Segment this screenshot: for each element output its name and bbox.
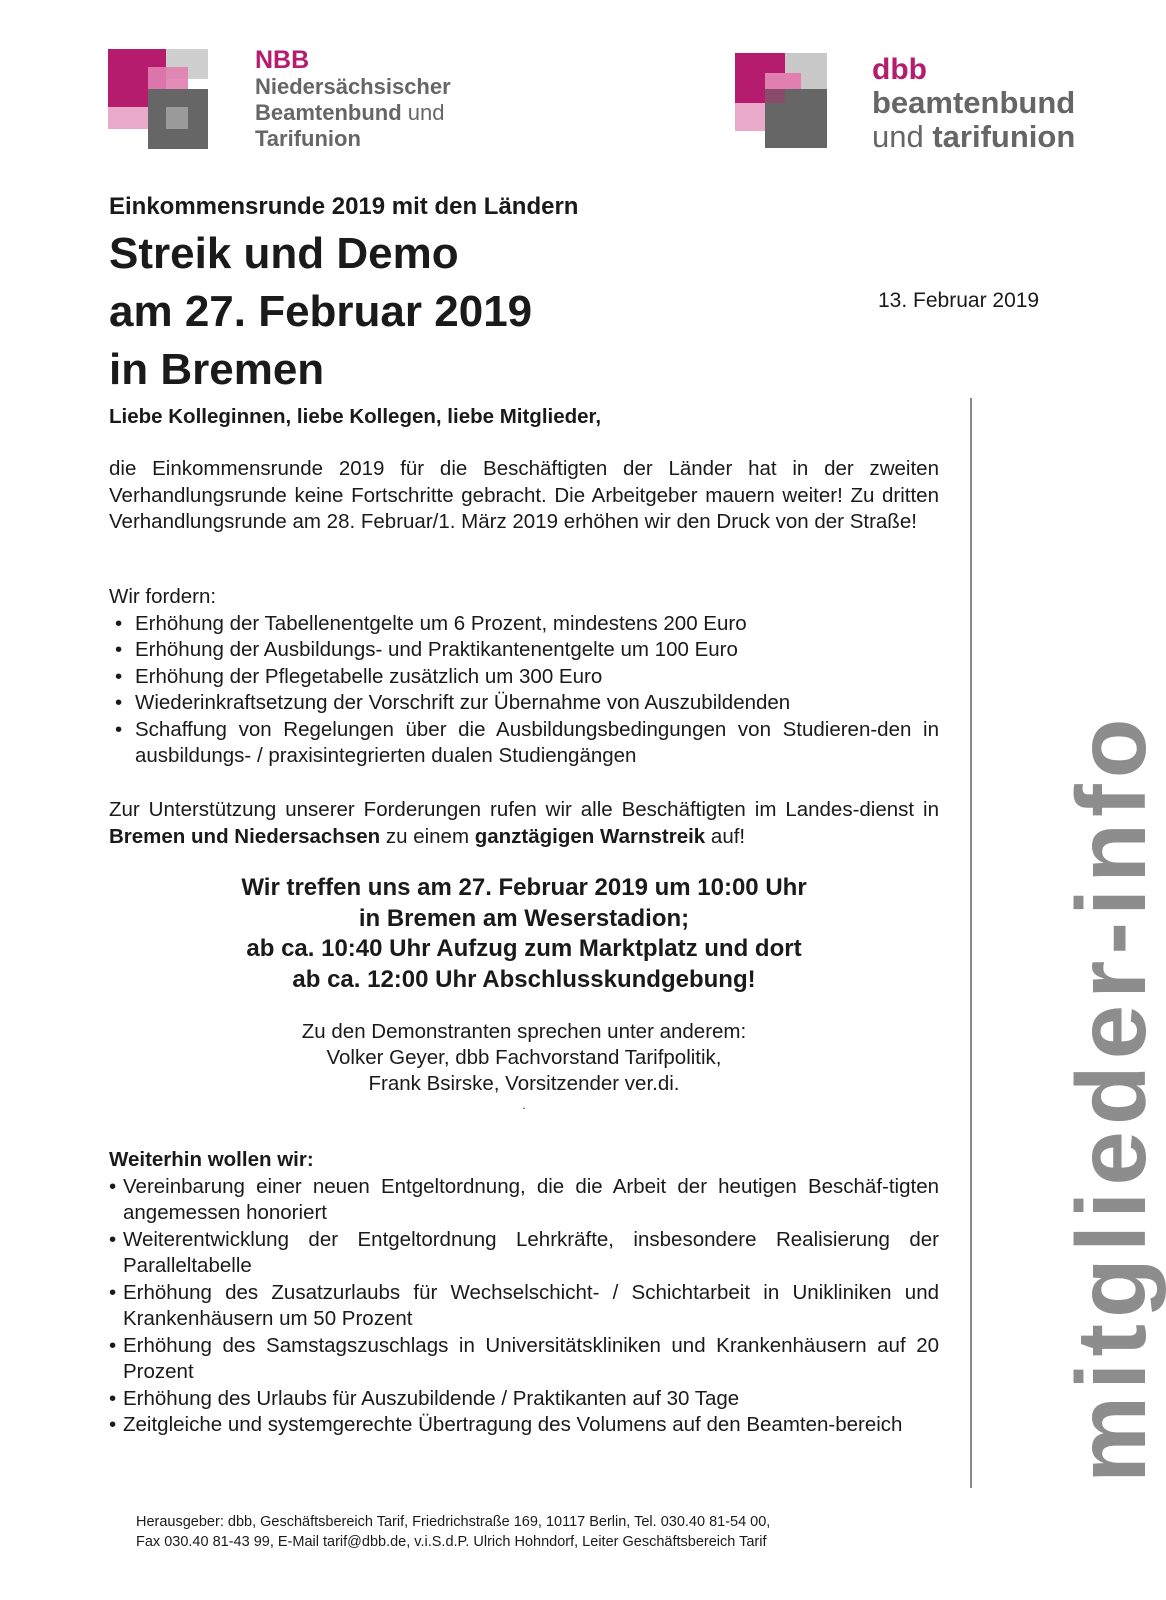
call-bold-strike: ganztägigen Warnstreik: [474, 824, 706, 848]
call-paragraph: Zur Unterstützung unserer Forderungen rufen wir alle Beschäftigten im Landes-dienst in Bremen und Niedersachsen zu einem ganztägigen Warnstreik auf!: [109, 798, 939, 848]
speakers-line: Frank Bsirske, Vorsitzender ver.di.: [368, 1072, 680, 1095]
title-line: in Bremen: [109, 345, 325, 394]
demands-list: [109, 611, 939, 770]
speakers-line: Zu den Demonstranten sprechen unter anderem:: [301, 1020, 747, 1043]
list-item: • Schaffung von Regelungen über die Ausbildungsbedingungen von Studieren-den in ausbildungs- / praxisintegrierten dualen Studiengängen: [109, 717, 939, 770]
call-bold-region: Bremen und Niedersachsen: [109, 824, 381, 848]
demands-heading: Wir fordern:: [109, 585, 217, 608]
list-item: • Wiederinkraftsetzung der Vorschrift zur Übernahme von Auszubildenden: [109, 690, 939, 717]
list-item: • Zeitgleiche und systemgerechte Übertragung des Volumens auf den Beamten-bereich: [109, 1412, 939, 1439]
nbb-logo-text: [255, 46, 451, 152]
nbb-line-3: Tarifunion: [255, 126, 361, 151]
list-item: • Weiterentwicklung der Entgeltordnung Lehrkräfte, insbesondere Realisierung der Paralleltabelle: [109, 1227, 939, 1280]
dbb-logo-mark: [735, 53, 827, 148]
speakers-line: Volker Geyer, dbb Fachvorstand Tarifpolitik,: [326, 1046, 722, 1069]
dbb-abbr: dbb: [872, 53, 927, 86]
nbb-logo-mark: [108, 49, 208, 149]
meeting-line: Wir treffen uns am 27. Februar 2019 um 10:00 Uhr: [241, 874, 807, 901]
list-item: • Erhöhung des Urlaubs für Auszubildende / Praktikanten auf 30 Tage: [109, 1386, 939, 1413]
nbb-line-1: Niedersächsischer: [255, 74, 451, 99]
dbb-line-2: und tarifunion: [872, 119, 1076, 154]
further-heading: Weiterhin wollen wir:: [109, 1148, 314, 1171]
intro-paragraph: die Einkommensrunde 2019 für die Beschäftigten der Länder hat in der zweiten Verhandlungsrunde keine Fortschritte gebracht. Die Arbeitgeber mauern weiter! Zu dritten Verhandlungsrunde am 28. Februar/1. März 2019 erhöhen wir den Druck von der Straße!: [109, 457, 939, 533]
list-item: • Erhöhung des Zusatzurlaubs für Wechselschicht- / Schichtarbeit in Unikliniken und Krankenhäusern um 50 Prozent: [109, 1280, 939, 1333]
further-list: [109, 1174, 939, 1439]
dbb-logo-text: [872, 54, 1075, 154]
footer-line: Fax 030.40 81-43 99, E-Mail tarif@dbb.de, v.i.S.d.P. Ulrich Hohndorf, Leiter Geschäftsbereich Tarif: [136, 1534, 767, 1550]
meeting-block: [109, 873, 939, 995]
meeting-line: in Bremen am Weserstadion;: [358, 904, 690, 932]
list-item: • Vereinbarung einer neuen Entgeltordnung, die die Arbeit der heutigen Beschäf-tigten angemessen honoriert: [109, 1174, 939, 1227]
kicker-heading: Einkommensrunde 2019 mit den Ländern: [109, 193, 579, 220]
footer-imprint: [136, 1512, 936, 1552]
list-item: • Erhöhung der Tabellenentgelte um 6 Prozent, mindestens 200 Euro: [109, 611, 939, 638]
title-line: am 27. Februar 2019: [109, 287, 533, 336]
speakers-line: .: [522, 1098, 526, 1112]
salutation: Liebe Kolleginnen, liebe Kollegen, liebe Mitglieder,: [109, 405, 602, 428]
side-divider: [970, 398, 972, 1488]
nbb-abbr: NBB: [255, 46, 310, 74]
page-title: [109, 225, 532, 399]
nbb-line-2: Beamtenbund und: [255, 100, 445, 125]
meeting-line: ab ca. 10:40 Uhr Aufzug zum Marktplatz und dort: [246, 935, 802, 962]
meeting-line: ab ca. 12:00 Uhr Abschlusskundgebung!: [292, 965, 756, 993]
demands-section: [109, 584, 939, 770]
list-item: • Erhöhung der Pflegetabelle zusätzlich um 300 Euro: [109, 664, 939, 691]
footer-line: Herausgeber: dbb, Geschäftsbereich Tarif, Friedrichstraße 169, 10117 Berlin, Tel. 030.40 81-54 00,: [136, 1514, 771, 1530]
dbb-line-1: beamtenbund: [872, 85, 1076, 120]
document-date: 13. Februar 2019: [878, 289, 1040, 312]
list-item: • Erhöhung der Ausbildungs- und Praktikantenentgelte um 100 Euro: [109, 637, 939, 664]
further-section: [109, 1147, 939, 1439]
speakers-block: [109, 1019, 939, 1113]
side-label: mitglieder-info: [1056, 712, 1166, 1483]
title-line: Streik und Demo: [109, 229, 459, 278]
list-item: • Erhöhung des Samstagszuschlags in Universitätskliniken und Krankenhäusern auf 20 Prozent: [109, 1333, 939, 1386]
